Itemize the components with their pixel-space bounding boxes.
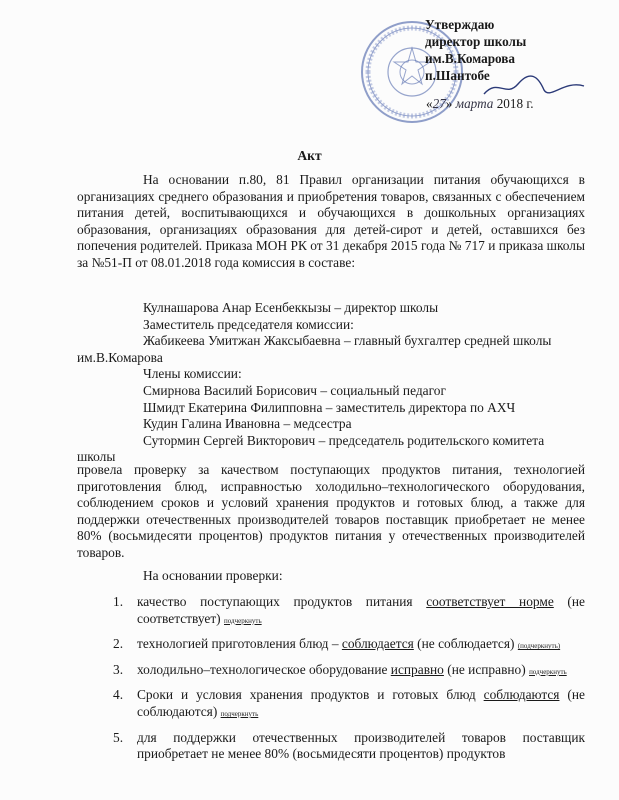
item-number: 1. [113, 594, 124, 609]
item-text: для поддержки отечественных производителей товаров поставщик приобретает не менее 80% (восьмидесяти процентов) продуктов [137, 729, 585, 762]
item-alt: (не исправно) [443, 661, 530, 677]
member-4: Сутормин Сергей Викторович – председатель родительского комитета [143, 432, 545, 448]
approval-title: Утверждаю [425, 17, 495, 32]
document-title: Акт [297, 148, 322, 163]
item-number: 3. [113, 661, 124, 677]
commission-list [77, 300, 585, 466]
item-alt: (не соответствует) [137, 594, 585, 626]
item-text: технологией приготовления блюд – [137, 636, 342, 652]
findings-list [113, 594, 585, 770]
item-selected: соблюдаются [483, 687, 560, 703]
item-selected: соблюдается [341, 636, 414, 652]
member-1: Смирнова Василий Борисович – социальный педагог [143, 382, 446, 398]
item-number: 5. [113, 729, 124, 745]
item-alt: (не соблюдается) [413, 636, 518, 652]
approval-position: директор школы [425, 34, 527, 49]
finding-item-5 [113, 730, 585, 763]
finding-item-3 [113, 662, 585, 681]
deputy-member: Жабикеева Умитжан Жаксыбаевна – главный бухгалтер средней школы [143, 333, 552, 349]
member-4-cont: школы [77, 449, 116, 465]
finding-item-4 [113, 687, 585, 722]
item-text: качество поступающих продуктов питания [137, 594, 427, 609]
approval-school: им.В.Комарова [425, 51, 516, 66]
members-heading: Члены комиссии: [143, 366, 242, 382]
member-3: Кудин Галина Ивановна – медсестра [143, 416, 352, 432]
commission-chair: Кулнашарова Анар Есенбеккызы – директор школы [143, 300, 439, 315]
item-text: холодильно–технологическое оборудование [137, 661, 391, 677]
intro-paragraph: На основании п.80, 81 Правил организации питания обучающихся в организациях среднего образования и приобретения товаров, связанных с обеспечением питания детей, воспитывающихся и обучающихся в дошкольных организациях образования, организациях образования для детей-сирот и детей, оставшихся без попечения родителей. Приказа МОН РК от 31 декабря 2015 года № 717 и приказа школы за №51-П от 08.01.2018 года комиссия в составе: [77, 172, 585, 270]
approval-village: п.Шантобе [425, 68, 490, 83]
date-quote-open: « [426, 96, 433, 111]
item-selected: соответствует норме [426, 594, 554, 609]
finding-item-2 [113, 636, 585, 655]
item-number: 2. [113, 636, 124, 652]
item-alt: (не соблюдаются) [137, 687, 585, 719]
basis-heading: На основании проверки: [143, 568, 283, 583]
item-text: Сроки и условия хранения продуктов и готовых блюд [137, 687, 484, 703]
date-day: 27 [432, 96, 446, 111]
item-note: подчеркнуть [224, 616, 262, 625]
item-note: подчеркнуть [220, 709, 259, 718]
item-number: 4. [113, 687, 124, 703]
date-month: марта [455, 96, 494, 111]
approval-date [426, 96, 534, 112]
check-paragraph: провела проверку за качеством поступающих продуктов питания, технологией приготовления блюд, исправностью холодильно–технологического оборудования, соблюдением сроков и условий хранения продуктов и готовых блюд, а также для поддержки отечественных производителей товаров поставщик приобретает не менее 80% (восьмидесяти процентов) продуктов питания у отечественных производителей товаров. [77, 462, 585, 560]
member-2: Шмидт Екатерина Филипповна – заместитель директора по АХЧ [143, 399, 516, 415]
finding-item-1 [113, 594, 585, 629]
item-note: подчеркнуть [529, 667, 567, 676]
item-selected: исправно [390, 661, 444, 677]
approval-block [425, 16, 526, 84]
date-quote-close: » [445, 96, 453, 111]
date-year: 2018 г. [496, 96, 534, 111]
deputy-member-cont: им.В.Комарова [77, 349, 163, 365]
deputy-heading: Заместитель председателя комиссии: [143, 316, 354, 332]
item-note: (подчеркнуть) [517, 642, 561, 651]
